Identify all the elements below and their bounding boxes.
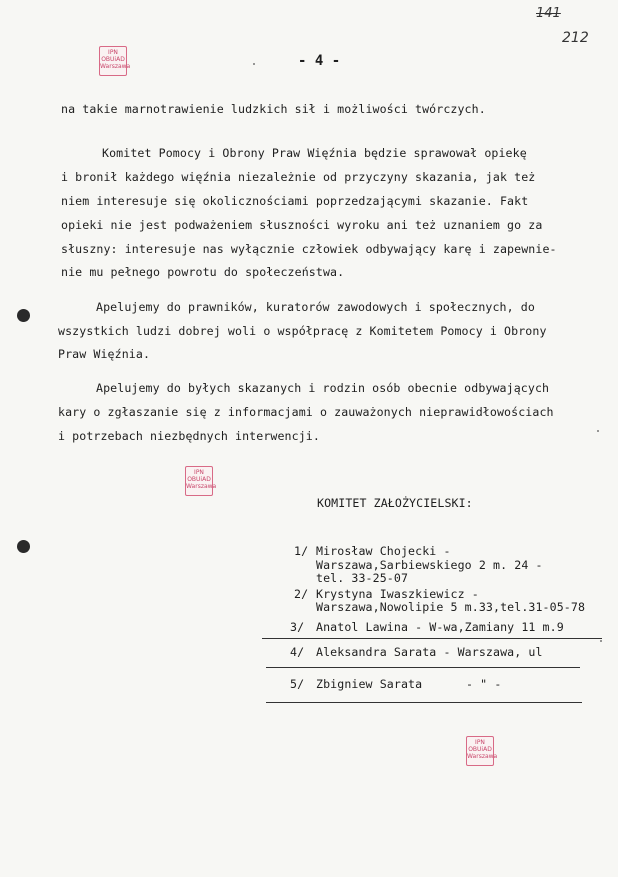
speck xyxy=(597,430,599,432)
paragraph-line: niem interesuje się okolicznościami poprzedzającymi skazanie. Fakt xyxy=(61,194,529,208)
speck xyxy=(600,640,602,642)
page-number: - 4 - xyxy=(298,53,341,69)
member-address: Warszawa,Nowolipie 5 m.33,tel.31-05-78 xyxy=(316,600,586,614)
member-name: Krystyna Iwaszkiewicz - xyxy=(316,587,479,601)
paragraph-line: nie mu pełnego powrotu do społeczeństwa. xyxy=(61,265,345,279)
member-name: Zbigniew Sarata xyxy=(316,677,423,691)
member-name: Mirosław Chojecki - xyxy=(316,544,451,558)
paragraph-line: Praw Więźnia. xyxy=(58,347,151,361)
member-name: Aleksandra Sarata - Warszawa, ul xyxy=(316,645,543,659)
binder-hole xyxy=(17,540,30,553)
member-name: Anatol Lawina - W-wa,Zamiany 11 m.9 xyxy=(316,620,564,634)
paragraph-line: wszystkich ludzi dobrej woli o współpracę z Komitetem Pomocy i Obrony xyxy=(58,324,547,338)
member-number: 1/ xyxy=(294,544,309,558)
archive-stamp: IPN OBUiAD Warszawa xyxy=(99,46,127,76)
paragraph-line: kary o zgłaszanie się z informacjami o zauważonych nieprawidłowościach xyxy=(58,405,554,419)
paragraph-line: na takie marnotrawienie ludzkich sił i możliwości twórczych. xyxy=(61,102,486,116)
member-number: 4/ xyxy=(290,645,305,659)
committee-heading: KOMITET ZAŁOŻYCIELSKI: xyxy=(317,496,473,510)
binder-hole xyxy=(17,309,30,322)
paragraph-line: i bronił każdego więźnia niezależnie od przyczyny skazania, jak też xyxy=(61,170,536,184)
member-phone: tel. 33-25-07 xyxy=(316,571,409,585)
archive-stamp: IPN OBUiAD Warszawa xyxy=(466,736,494,766)
archive-number-2: 212 xyxy=(562,30,589,46)
member-number: 2/ xyxy=(294,587,309,601)
underline-rule xyxy=(266,667,580,668)
paragraph-line: Komitet Pomocy i Obrony Praw Więźnia będzie sprawował opiekę xyxy=(102,146,527,160)
paragraph-line: Apelujemy do prawników, kuratorów zawodowych i społecznych, do xyxy=(96,300,535,314)
underline-rule xyxy=(266,702,582,703)
speck xyxy=(253,63,255,65)
underline-rule xyxy=(262,638,602,639)
paragraph-line: i potrzebach niezbędnych interwencji. xyxy=(58,429,320,443)
paragraph-line: Apelujemy do byłych skazanych i rodzin osób obecnie odbywających xyxy=(96,381,550,395)
paragraph-line: słuszny: interesuje nas wyłącznie człowiek odbywający karę i zapewnie- xyxy=(61,242,557,256)
paragraph-line: opieki nie jest podważeniem słuszności wyroku ani też uznaniem go za xyxy=(61,218,543,232)
archive-number: 141 xyxy=(536,6,561,21)
ditto-mark: - " - xyxy=(466,677,502,691)
archive-stamp: IPN OBUiAD Warszawa xyxy=(185,466,213,496)
member-address: Warszawa,Sarbiewskiego 2 m. 24 - xyxy=(316,558,543,572)
member-number: 3/ xyxy=(290,620,305,634)
member-number: 5/ xyxy=(290,677,305,691)
